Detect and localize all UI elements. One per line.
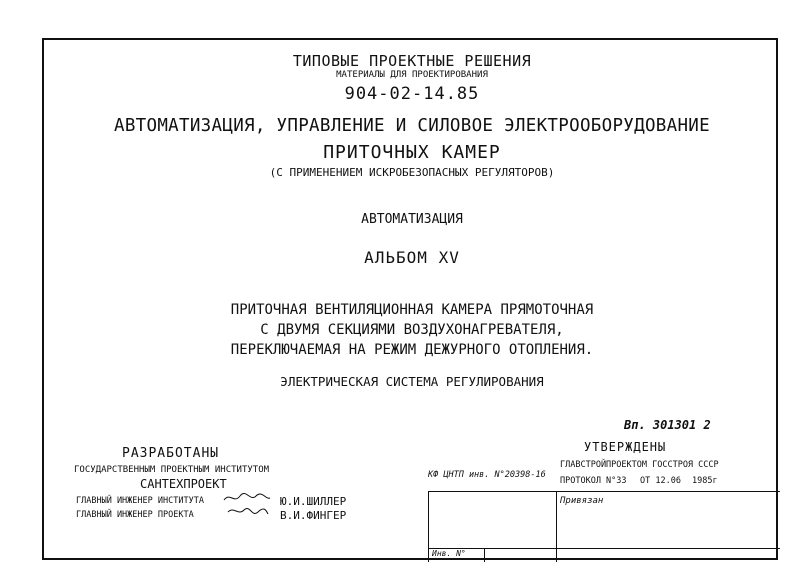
approved-year: 1985г — [692, 476, 718, 486]
description-line2: С ДВУМЯ СЕКЦИЯМИ ВОЗДУХОНАГРЕВАТЕЛЯ, — [260, 322, 564, 338]
linked-label: Привязан — [560, 496, 604, 506]
developed-org: САНТЕХПРОЕКТ — [140, 477, 227, 491]
table-rule-inv — [484, 548, 485, 562]
table-rule-top — [428, 491, 780, 492]
name-shiller: Ю.И.ШИЛЛЕР — [280, 495, 347, 508]
table-rule-bottom — [428, 548, 780, 549]
developed-institute: ГОСУДАРСТВЕННЫМ ПРОЕКТНЫМ ИНСТИТУТОМ — [74, 465, 270, 475]
role-chief-engineer-institute: ГЛАВНЫЙ ИНЖЕНЕР ИНСТИТУТА — [76, 496, 204, 506]
table-rule-mid — [556, 491, 557, 562]
series-title: ТИПОВЫЕ ПРОЕКТНЫЕ РЕШЕНИЯ — [292, 52, 532, 70]
approved-date: ОТ 12.06 — [640, 476, 681, 486]
album-label: АЛЬБОМ XV — [364, 248, 460, 267]
stamp-number: Вп. 301301 2 — [624, 418, 711, 432]
inventory-reference: КФ ЦНТП инв. N°20398-16 — [428, 470, 546, 480]
description-line3: ПЕРЕКЛЮЧАЕМАЯ НА РЕЖИМ ДЕЖУРНОГО ОТОПЛЕНИЯ. — [230, 342, 594, 358]
drawing-frame — [42, 38, 778, 560]
description-line1: ПРИТОЧНАЯ ВЕНТИЛЯЦИОННАЯ КАМЕРА ПРЯМОТОЧНАЯ — [230, 302, 594, 318]
approved-authority: ГЛАВСТРОЙПРОЕКТОМ ГОССТРОЯ СССР — [560, 460, 719, 470]
main-title-line1: АВТОМАТИЗАЦИЯ, УПРАВЛЕНИЕ И СИЛОВОЕ ЭЛЕКТРООБОРУДОВАНИЕ — [114, 116, 710, 136]
signature-2 — [226, 504, 270, 520]
name-finger: В.И.ФИНГЕР — [280, 509, 347, 522]
approved-heading: УТВЕРЖДЕНЫ — [584, 440, 667, 454]
developed-heading: РАЗРАБОТАНЫ — [122, 446, 220, 461]
main-title-line2: ПРИТОЧНЫХ КАМЕР — [323, 142, 501, 163]
main-title-line3: (С ПРИМЕНЕНИЕМ ИСКРОБЕЗОПАСНЫХ РЕГУЛЯТОРОВ) — [269, 166, 555, 179]
section-label: АВТОМАТИЗАЦИЯ — [361, 212, 463, 227]
inventory-number-label: Инв. N° — [432, 549, 466, 558]
subtitle-label: ЭЛЕКТРИЧЕСКАЯ СИСТЕМА РЕГУЛИРОВАНИЯ — [280, 374, 544, 389]
role-chief-engineer-project: ГЛАВНЫЙ ИНЖЕНЕР ПРОЕКТА — [76, 510, 194, 520]
project-code: 904-02-14.85 — [344, 84, 480, 104]
table-rule-left — [428, 491, 429, 562]
approved-protocol: ПРОТОКОЛ N°33 — [560, 476, 627, 486]
materials-label: МАТЕРИАЛЫ ДЛЯ ПРОЕКТИРОВАНИЯ — [336, 70, 488, 80]
